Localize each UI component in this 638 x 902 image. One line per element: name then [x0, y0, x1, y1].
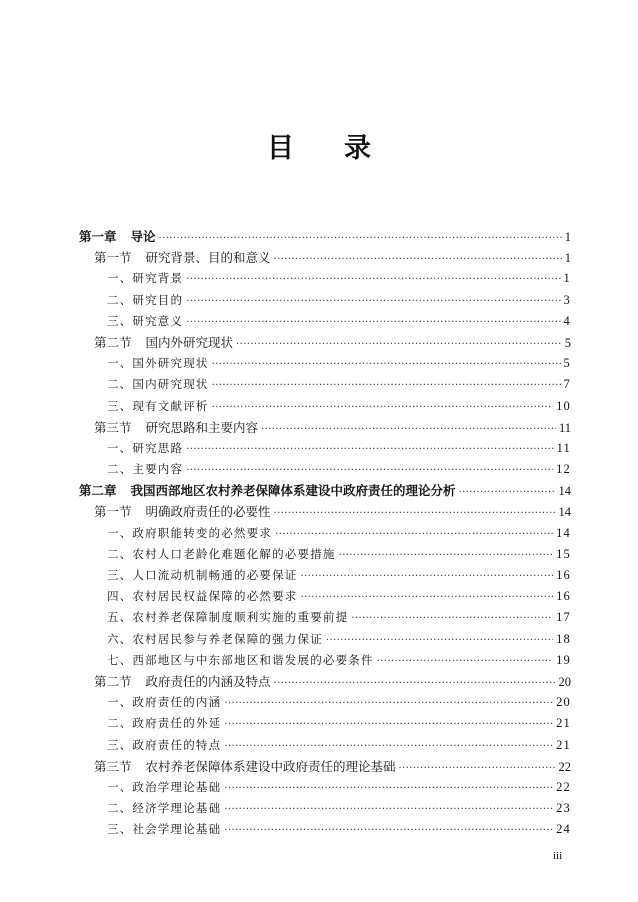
- toc-item[interactable]: [79, 565, 571, 586]
- toc-item[interactable]: [79, 777, 571, 798]
- toc-entry-title: [107, 798, 221, 819]
- toc-chapter[interactable]: [79, 226, 571, 247]
- toc-entry-number: 二、: [107, 716, 133, 731]
- toc-page-number: 1: [564, 251, 571, 266]
- toc-leader-dots: [212, 375, 561, 396]
- toc-item[interactable]: [79, 268, 571, 289]
- toc-section[interactable]: [79, 756, 571, 777]
- toc-page-number: 7: [563, 377, 571, 392]
- toc-entry-label: 政府责任的外延: [132, 716, 222, 731]
- toc-entry-number: 第三节: [94, 419, 132, 435]
- toc-item[interactable]: [79, 819, 571, 840]
- toc-page-number: 11: [556, 440, 571, 455]
- toc-entry-title: [107, 353, 209, 374]
- toc-entry-label: 农村居民参与养老保障的强力保证: [132, 631, 323, 646]
- toc-entry-number: 三、: [107, 568, 133, 582]
- toc-page-number: 11: [558, 420, 571, 435]
- toc-entry-label: 研究目的: [132, 292, 184, 307]
- toc-entry-label: 农村居民权益保障的必然要求: [132, 589, 298, 604]
- toc-leader-dots: [212, 397, 553, 418]
- toc-leader-dots: [326, 630, 553, 651]
- toc-page-number: 3: [563, 292, 571, 307]
- toc-page-number: 14: [558, 484, 571, 499]
- toc-item[interactable]: [79, 396, 571, 417]
- toc-entry-title: [107, 607, 348, 628]
- toc-entry-title: [107, 459, 183, 480]
- toc-page-number: 19: [556, 652, 571, 667]
- toc-entry-label: 政府责任的特点: [132, 737, 222, 752]
- toc-entry-title: [107, 438, 183, 459]
- toc-entry-label: 研究思路和主要内容: [145, 419, 259, 435]
- toc-page-number: 1: [564, 230, 571, 244]
- toc-entry-number: 第一章: [79, 229, 117, 244]
- toc-leader-dots: [224, 778, 553, 799]
- toc-entry-title: [107, 819, 221, 840]
- toc-page-number: 10: [556, 398, 571, 413]
- toc-page-number: 22: [556, 779, 571, 794]
- toc-item[interactable]: [79, 650, 571, 671]
- toc-entry-title: [94, 671, 271, 692]
- toc-entry-number: 四、: [107, 589, 133, 604]
- toc-entry-title: [107, 290, 183, 311]
- toc-entry-number: 七、: [107, 652, 133, 667]
- toc-page-number: 5: [563, 356, 571, 371]
- toc-leader-dots: [186, 291, 560, 312]
- toc-entry-number: 一、: [107, 440, 133, 455]
- toc-entry-label: 政府职能转变的必然要求: [132, 525, 273, 540]
- toc-entry-title: [79, 480, 456, 501]
- toc-leader-dots: [186, 460, 553, 481]
- toc-entry-number: 三、: [107, 313, 133, 328]
- title-char-2: 录: [344, 133, 371, 164]
- toc-leader-dots: [224, 736, 553, 757]
- toc-entry-title: [107, 777, 221, 798]
- toc-leader-dots: [186, 312, 560, 333]
- toc-entry-number: 五、: [107, 610, 133, 625]
- toc-leader-dots: [236, 334, 562, 355]
- toc-entry-label: 研究思路: [132, 440, 184, 455]
- toc-leader-dots: [351, 608, 553, 629]
- toc-entry-number: 一、: [107, 695, 133, 710]
- toc-entry-label: 导论: [130, 229, 156, 244]
- toc-entry-label: 政治学理论基础: [132, 779, 222, 794]
- toc-page-number: 14: [558, 505, 571, 520]
- toc-page-number: 15: [556, 546, 571, 561]
- page-title: [0, 126, 638, 165]
- toc-entry-label: 政府责任的内涵: [132, 695, 222, 710]
- toc-section[interactable]: [79, 501, 571, 522]
- toc-entry-number: 三、: [107, 737, 133, 752]
- toc-page-number: 14: [556, 525, 571, 540]
- toc-leader-dots: [212, 354, 561, 375]
- toc-item[interactable]: [79, 713, 571, 734]
- toc-entry-title: [94, 501, 271, 522]
- toc-entry-number: 二、: [107, 462, 133, 477]
- toc-entry-label: 政府责任的内涵及特点: [145, 673, 271, 689]
- toc-entry-label: 社会学理论基础: [132, 822, 222, 837]
- toc-entry-label: 研究意义: [132, 313, 184, 328]
- toc-leader-dots: [301, 566, 554, 587]
- toc-item[interactable]: [79, 459, 571, 480]
- toc-entry-number: 第一节: [94, 250, 132, 266]
- toc-entry-title: [107, 692, 221, 713]
- toc-item[interactable]: [79, 353, 571, 374]
- toc-leader-dots: [224, 714, 553, 735]
- toc-item[interactable]: [79, 692, 571, 713]
- toc-entry-title: [107, 629, 323, 650]
- toc-entry-number: 一、: [107, 271, 133, 286]
- toc-entry-label: 主要内容: [132, 462, 184, 477]
- toc-section[interactable]: [79, 332, 571, 353]
- toc-entry-label: 研究背景、目的和意义: [145, 250, 271, 266]
- toc-section[interactable]: [79, 417, 571, 438]
- toc-leader-dots: [224, 820, 553, 841]
- toc-page-number: 23: [556, 801, 571, 816]
- toc-entry-title: [107, 374, 209, 395]
- toc-leader-dots: [399, 758, 556, 779]
- toc-page-number: 22: [558, 759, 571, 774]
- toc-entry-title: [107, 650, 374, 671]
- footer-page-number: iii: [553, 850, 563, 862]
- toc-page-number: 20: [556, 695, 571, 710]
- toc-leader-dots: [274, 503, 556, 524]
- toc-leader-dots: [224, 693, 553, 714]
- toc-entry-label: 西部地区与中东部地区和谐发展的必要条件: [132, 652, 374, 667]
- toc-entry-number: 二、: [107, 377, 133, 392]
- toc-page-number: 18: [556, 631, 571, 646]
- toc-page-number: 21: [556, 737, 571, 752]
- toc-leader-dots: [339, 545, 553, 566]
- toc-entry-title: [107, 268, 183, 289]
- toc-item[interactable]: [79, 544, 571, 565]
- toc-item[interactable]: [79, 607, 571, 628]
- toc-leader-dots: [274, 249, 562, 270]
- toc-leader-dots: [459, 482, 556, 503]
- toc-entry-title: [107, 713, 221, 734]
- toc-entry-label: 农村养老保障体系建设中政府责任的理论基础: [145, 758, 396, 774]
- toc-page-number: 4: [563, 313, 571, 328]
- toc-page-number: 17: [556, 610, 571, 625]
- toc-entry-label: 国内研究现状: [132, 377, 209, 392]
- toc-entry-title: [107, 311, 183, 332]
- toc-entry-label: 研究背景: [132, 271, 184, 286]
- toc-entry-number: 三、: [107, 822, 133, 837]
- toc-entry-label: 明确政府责任的必要性: [145, 504, 271, 520]
- toc-entry-number: 一、: [107, 525, 133, 540]
- toc-leader-dots: [377, 651, 553, 672]
- toc-item[interactable]: [79, 798, 571, 819]
- toc-entry-number: 二、: [107, 292, 133, 307]
- toc-page-number: 16: [556, 589, 571, 604]
- toc-leader-dots: [301, 587, 554, 608]
- toc-entry-title: [107, 544, 336, 565]
- toc-entry-label: 国内外研究现状: [145, 334, 234, 350]
- toc-leader-dots: [186, 439, 553, 460]
- toc-leader-dots: [275, 524, 553, 545]
- toc-item[interactable]: [79, 735, 571, 756]
- toc-entry-label: 国外研究现状: [132, 356, 209, 371]
- toc-section[interactable]: [79, 247, 571, 268]
- toc-entry-label: 经济学理论基础: [132, 801, 222, 816]
- toc-entry-title: [94, 756, 396, 777]
- toc-page-number: 1: [563, 271, 571, 286]
- toc-page-number: 16: [556, 568, 571, 582]
- toc-page-number: 24: [556, 822, 571, 837]
- toc-entry-title: [79, 226, 156, 247]
- toc-entry-title: [107, 735, 221, 756]
- toc-entry-number: 二、: [107, 801, 133, 816]
- toc-item[interactable]: [79, 290, 571, 311]
- toc-entry-title: [94, 247, 271, 268]
- toc-item[interactable]: [79, 374, 571, 395]
- toc-item[interactable]: [79, 438, 571, 459]
- toc-page-number: 21: [556, 716, 571, 731]
- toc-entry-number: 二、: [107, 546, 133, 561]
- toc-entry-label: 我国西部地区农村养老保障体系建设中政府责任的理论分析: [130, 483, 456, 499]
- toc-entry-number: 第二节: [94, 334, 132, 350]
- toc-entry-number: 一、: [107, 356, 133, 371]
- toc-item[interactable]: [79, 311, 571, 332]
- toc-entry-number: 第一节: [94, 504, 132, 520]
- toc-leader-dots: [261, 419, 556, 440]
- toc-leader-dots: [274, 673, 556, 694]
- toc-chapter[interactable]: [79, 480, 571, 501]
- toc-entry-label: 农村养老保障制度顺利实施的重要前提: [132, 610, 349, 625]
- toc-entry-title: [107, 586, 298, 607]
- toc-section[interactable]: [79, 671, 571, 692]
- toc-entry-title: [107, 565, 298, 586]
- toc-entry-title: [94, 417, 258, 438]
- toc-entry-number: 第二章: [79, 483, 117, 499]
- toc-item[interactable]: [79, 629, 571, 650]
- toc-entry-title: [94, 332, 233, 353]
- toc-item[interactable]: [79, 523, 571, 544]
- toc-entry-number: 第三节: [94, 758, 132, 774]
- toc-entry-number: 一、: [107, 779, 133, 794]
- toc-leader-dots: [224, 799, 553, 820]
- toc-entry-label: 人口流动机制畅通的必要保证: [132, 568, 298, 582]
- title-char-1: 目: [267, 133, 294, 164]
- toc-leader-dots: [159, 228, 562, 249]
- toc-entry-label: 农村人口老龄化难题化解的必要措施: [132, 546, 336, 561]
- toc-page-number: 12: [556, 462, 571, 477]
- toc-entry-label: 现有文献评析: [132, 398, 209, 413]
- toc-item[interactable]: [79, 586, 571, 607]
- toc-entry-title: [107, 523, 272, 544]
- toc-page-number: 20: [558, 674, 571, 689]
- table-of-contents: [79, 226, 571, 840]
- toc-entry-number: 第二节: [94, 673, 132, 689]
- toc-entry-title: [107, 396, 209, 417]
- toc-entry-number: 三、: [107, 398, 133, 413]
- toc-leader-dots: [186, 269, 560, 290]
- toc-page-number: 5: [564, 335, 571, 350]
- toc-entry-number: 六、: [107, 631, 133, 646]
